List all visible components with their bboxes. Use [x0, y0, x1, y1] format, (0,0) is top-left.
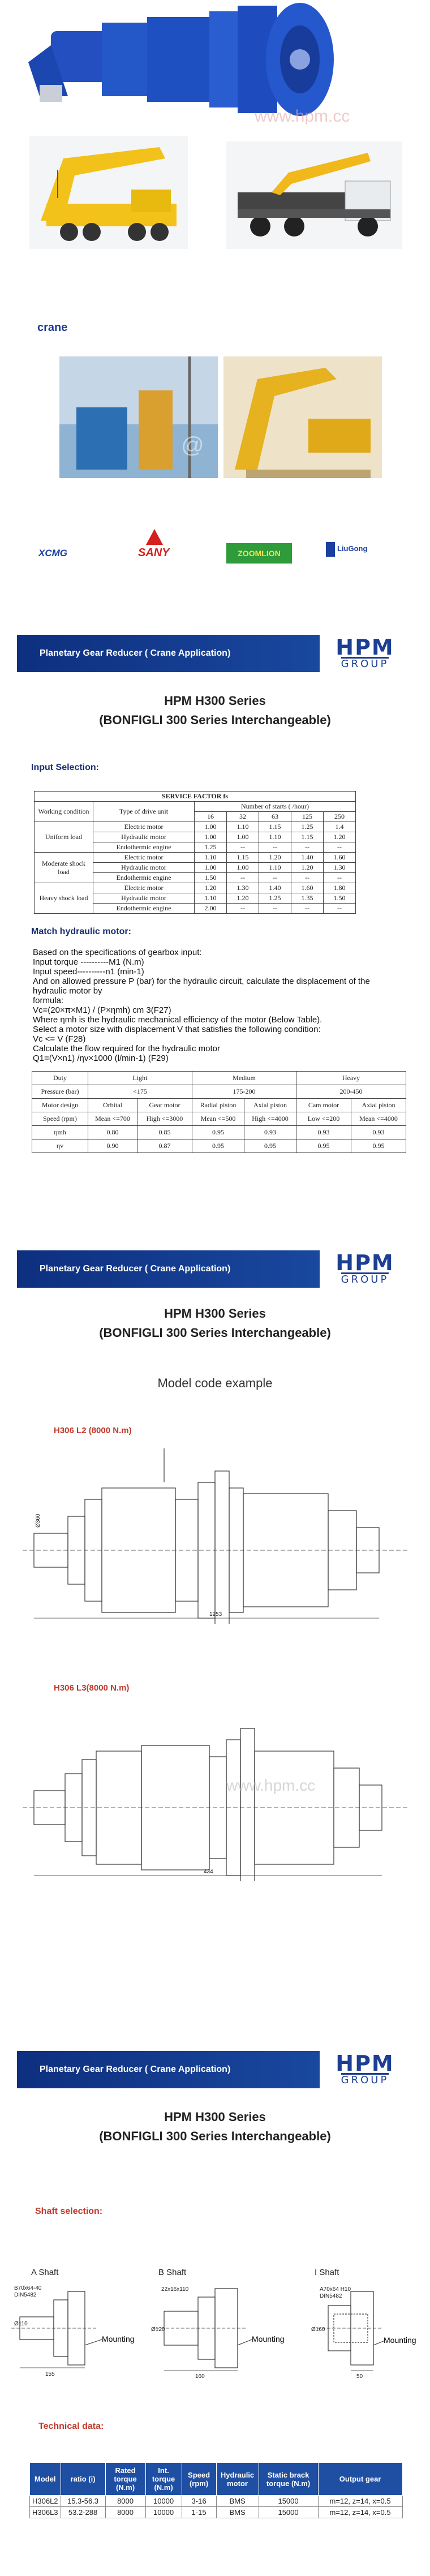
sf-type: Endothermic engine: [93, 873, 195, 883]
banner-title: Planetary Gear Reducer ( Crane Application): [40, 2065, 231, 2074]
hyd-line: Based on the specifications of gearbox input:: [33, 948, 202, 957]
sf-type: Endothermic engine: [93, 842, 195, 853]
sf-cell: 2.00: [195, 904, 227, 914]
series-title-1: [0, 691, 430, 730]
technical-data-table: [29, 2462, 403, 2518]
sf-cell: 1.00: [195, 832, 227, 842]
duty-cell: Heavy: [296, 1072, 406, 1085]
duty-cell: Motor design: [32, 1099, 88, 1112]
duty-cell: Light: [88, 1072, 192, 1085]
duty-cell: High <=3000: [137, 1112, 192, 1126]
duty-cell: Speed (rpm): [32, 1112, 88, 1126]
hyd-line: And on allowed pressure P (bar) for the hydraulic circuit, calculate the displacement of the: [33, 977, 370, 986]
tech-cell: 3-16: [182, 2496, 216, 2507]
hyd-line: Calculate the flow required for the hydraulic motor: [33, 1044, 220, 1053]
shaft-a-drawing: [11, 2283, 147, 2379]
svg-text:Ø360: Ø360: [35, 1513, 41, 1528]
sf-type: Endothermic engine: [93, 904, 195, 914]
duty-cell: Radial piston: [192, 1099, 244, 1112]
shaft-i-dim: A70x64 H10: [320, 2286, 351, 2293]
duty-cell: ηv: [32, 1139, 88, 1153]
tech-cell: H306L2: [30, 2496, 61, 2507]
gearbox-drawing-h306-l3: [23, 1706, 407, 1881]
sf-cell: 1.20: [227, 893, 259, 904]
tech-header: Rated torque (N.m): [105, 2463, 145, 2496]
series-line-2: (BONFIGLI 300 Series Interchangeable): [99, 713, 331, 727]
sf-cell: 1.50: [324, 893, 356, 904]
tech-cell: 53.2-288: [61, 2507, 105, 2518]
watermark-text: www.hpm.cc: [255, 107, 350, 124]
series-line-1: HPM H300 Series: [164, 1306, 266, 1321]
shaft-i-label: I Shaft: [315, 2268, 339, 2277]
hydraulic-motor-title: Match hydraulic motor:: [31, 927, 131, 936]
sf-cell: 1.20: [291, 863, 324, 873]
sf-type: Electric motor: [93, 853, 195, 863]
hpm-group-logo: [320, 635, 410, 672]
tech-header: Static brack torque (N.m): [259, 2463, 318, 2496]
sf-cell: --: [291, 873, 324, 883]
banner-title: Planetary Gear Reducer ( Crane Application): [40, 648, 231, 658]
duty-cell: 0.95: [244, 1139, 296, 1153]
sf-cell: 1.20: [259, 853, 291, 863]
input-selection-title: Input Selection:: [31, 763, 99, 772]
logo-group: GROUP: [341, 657, 389, 670]
sf-cell: 1.80: [324, 883, 356, 893]
sany-logo-icon: [146, 529, 163, 545]
table-row: [30, 2496, 403, 2507]
shaft-i-dim: 50: [356, 2373, 363, 2379]
tech-header: Speed (rpm): [182, 2463, 216, 2496]
sf-col-starts: Number of starts ( /hour): [195, 802, 356, 812]
duty-cell: 0.95: [351, 1139, 406, 1153]
sf-cond: Uniform load: [35, 822, 93, 853]
drawing-1-label: H306 L2 (8000 N.m): [54, 1426, 132, 1435]
shaft-i-dim: Ø160: [311, 2326, 325, 2333]
sf-cell: 1.00: [227, 832, 259, 842]
sf-cell: --: [324, 904, 356, 914]
sf-start-125: 125: [291, 812, 324, 822]
series-line-2: (BONFIGLI 300 Series Interchangeable): [99, 1326, 331, 1340]
sf-cell: 1.10: [259, 832, 291, 842]
gearbox-drawing-h306-l2: [23, 1448, 407, 1624]
shaft-a-dim: 155: [45, 2371, 55, 2377]
sf-cell: 1.15: [227, 853, 259, 863]
tech-cell: 15000: [259, 2507, 318, 2518]
shaft-b-label: B Shaft: [158, 2268, 187, 2277]
tech-cell: 1-15: [182, 2507, 216, 2518]
sf-cell: --: [259, 873, 291, 883]
sf-row: [35, 883, 356, 893]
duty-cell: 0.93: [244, 1126, 296, 1139]
hyd-line: formula:: [33, 996, 64, 1005]
sf-cell: 1.10: [227, 822, 259, 832]
sf-cell: 1.40: [259, 883, 291, 893]
logo-hpm: HPM: [336, 1250, 394, 1275]
duty-cell: 175-200: [192, 1085, 296, 1099]
duty-cell: Low <=200: [296, 1112, 351, 1126]
gearbox-hero-image: [17, 0, 402, 124]
shaft-a-dim: DIN5482: [14, 2292, 37, 2298]
duty-cell: 0.95: [296, 1139, 351, 1153]
duty-cell: 0.87: [137, 1139, 192, 1153]
sf-cell: 1.25: [259, 893, 291, 904]
duty-cell: 0.90: [88, 1139, 137, 1153]
logo-group: GROUP: [341, 2074, 389, 2086]
sf-cell: 1.50: [195, 873, 227, 883]
brand-logo-xcmg: XCMG: [38, 548, 67, 558]
sf-cell: 1.00: [227, 863, 259, 873]
duty-cell: Cam motor: [296, 1099, 351, 1112]
tech-cell: BMS: [216, 2496, 259, 2507]
sf-cell: --: [227, 904, 259, 914]
series-title-3: [0, 2108, 430, 2146]
sf-cell: --: [227, 842, 259, 853]
sf-type: Hydraulic motor: [93, 893, 195, 904]
sf-cell: --: [259, 842, 291, 853]
technical-data-title: Technical data:: [38, 2422, 104, 2431]
sf-cell: --: [259, 904, 291, 914]
shaft-b-mounting: Mounting: [252, 2334, 285, 2343]
brand-logo-sany: SANY: [138, 547, 170, 559]
tech-header: Model: [30, 2463, 61, 2496]
duty-cell: Orbital: [88, 1099, 137, 1112]
sf-cell: --: [291, 904, 324, 914]
tech-cell: m=12, z=14, x=0.5: [318, 2507, 402, 2518]
sf-cond: Heavy shock load: [35, 883, 93, 914]
duty-cell: 0.93: [296, 1126, 351, 1139]
duty-cell: Gear motor: [137, 1099, 192, 1112]
section-banner-1: [17, 635, 410, 672]
sf-cell: --: [291, 842, 324, 853]
sf-cell: --: [324, 873, 356, 883]
drawing-2-label: H306 L3(8000 N.m): [54, 1683, 130, 1693]
sf-cell: 1.20: [195, 883, 227, 893]
sf-row: [35, 822, 356, 832]
tech-cell: 10000: [145, 2496, 182, 2507]
tech-cell: 8000: [105, 2496, 145, 2507]
drawing-2-total-dim: 434: [204, 1869, 213, 1875]
sf-start-32: 32: [227, 812, 259, 822]
sf-cell: 1.25: [195, 842, 227, 853]
drawing-1-total-dim: 1253: [209, 1611, 222, 1618]
hpm-group-logo: [320, 1250, 410, 1288]
sf-start-16: 16: [195, 812, 227, 822]
sf-cell: --: [227, 873, 259, 883]
hyd-line: Input speed----------n1 (min-1): [33, 967, 144, 977]
tech-header: Int. torque (N.m): [145, 2463, 182, 2496]
duty-cell: Axial piston: [244, 1099, 296, 1112]
tech-header: Hydraulic motor: [216, 2463, 259, 2496]
sf-type: Hydraulic motor: [93, 832, 195, 842]
duty-efficiency-table: [32, 1071, 406, 1153]
logo-group: GROUP: [341, 1273, 389, 1285]
hyd-line: Vc=(20×π×M1) / (P×ηmh) cm 3(F27): [33, 1005, 171, 1015]
duty-cell: Duty: [32, 1072, 88, 1085]
sf-cell: 1.20: [324, 832, 356, 842]
duty-cell: 0.95: [192, 1126, 244, 1139]
hyd-line: Q1=(V×n1) /ηv×1000 (l/min-1) (F29): [33, 1053, 169, 1063]
brand-logo-zoomlion: ZOOMLION: [226, 543, 292, 564]
series-title-2: [0, 1304, 430, 1343]
section-banner-2: [17, 1250, 410, 1288]
shaft-b-dim: 22x16x110: [161, 2286, 189, 2293]
duty-cell: 0.93: [351, 1126, 406, 1139]
sf-start-250: 250: [324, 812, 356, 822]
sf-start-63: 63: [259, 812, 291, 822]
crane-detail-image-2: [223, 356, 382, 478]
sf-cell: 1.60: [324, 853, 356, 863]
shaft-i-mounting: Mounting: [384, 2336, 416, 2345]
tech-header: ratio (i): [61, 2463, 105, 2496]
sf-cell: 1.60: [291, 883, 324, 893]
sf-cell: 1.40: [291, 853, 324, 863]
hyd-line: Where ηmh is the hydraulic mechanical efficiency of the motor (Below Table).: [33, 1015, 322, 1025]
sf-cell: 1.25: [291, 822, 324, 832]
duty-cell: Mean <=500: [192, 1112, 244, 1126]
duty-cell: Pressure (bar): [32, 1085, 88, 1099]
sf-type: Electric motor: [93, 822, 195, 832]
duty-cell: 0.95: [192, 1139, 244, 1153]
shaft-i-dim: DIN5482: [320, 2293, 342, 2299]
sf-type: Electric motor: [93, 883, 195, 893]
series-line-2: (BONFIGLI 300 Series Interchangeable): [99, 2129, 331, 2143]
duty-cell: ηmh: [32, 1126, 88, 1139]
sf-cell: 1.30: [324, 863, 356, 873]
brand-logo-liugong: LiuGong: [337, 544, 368, 553]
logo-hpm: HPM: [336, 2050, 394, 2076]
sf-cell: --: [324, 842, 356, 853]
crane-truck-image-1: [29, 136, 188, 249]
sf-type: Hydraulic motor: [93, 863, 195, 873]
tech-header: Output gear: [318, 2463, 402, 2496]
duty-cell: 0.80: [88, 1126, 137, 1139]
tech-cell: 10000: [145, 2507, 182, 2518]
sf-cell: 1.15: [291, 832, 324, 842]
duty-cell: Mean <=4000: [351, 1112, 406, 1126]
series-line-1: HPM H300 Series: [164, 2110, 266, 2124]
section-banner-3: [17, 2051, 410, 2088]
sf-cell: 1.30: [227, 883, 259, 893]
tech-cell: 15000: [259, 2496, 318, 2507]
shaft-i-drawing: [289, 2283, 422, 2379]
shaft-a-dim: B70x64-40: [14, 2285, 42, 2291]
duty-cell: High <=4000: [244, 1112, 296, 1126]
sf-cell: 1.10: [259, 863, 291, 873]
hpm-group-logo: [320, 2051, 410, 2088]
tech-cell: BMS: [216, 2507, 259, 2518]
sf-cell: 1.00: [195, 822, 227, 832]
shaft-a-dim: Ø110: [14, 2321, 28, 2327]
shaft-selection-title: Shaft selection:: [35, 2207, 103, 2216]
crane-truck-image-2: [226, 141, 402, 249]
duty-cell: Axial piston: [351, 1099, 406, 1112]
hyd-line: Vc <= V (F28): [33, 1034, 86, 1044]
series-line-1: HPM H300 Series: [164, 694, 266, 708]
sf-cell: 1.35: [291, 893, 324, 904]
duty-cell: Medium: [192, 1072, 296, 1085]
hyd-line: Select a motor size with displacement V that satisfies the following condition:: [33, 1025, 321, 1034]
sf-row: [35, 853, 356, 863]
sf-col-working: Working condition: [35, 802, 93, 822]
shaft-b-drawing: [150, 2283, 291, 2379]
shaft-a-label: A Shaft: [31, 2268, 59, 2277]
tech-cell: 8000: [105, 2507, 145, 2518]
logo-hpm: HPM: [336, 634, 394, 660]
sf-cell: 1.00: [195, 863, 227, 873]
tech-cell: m=12, z=14, x=0.5: [318, 2496, 402, 2507]
banner-title: Planetary Gear Reducer ( Crane Application): [40, 1264, 231, 1274]
sf-cell: 1.10: [195, 893, 227, 904]
tech-cell: 15.3-56.3: [61, 2496, 105, 2507]
duty-cell: Mean <=700: [88, 1112, 137, 1126]
service-factor-table: [34, 791, 356, 914]
shaft-b-dim: Ø120: [151, 2326, 165, 2333]
crane-photo-watermark: @: [181, 433, 204, 458]
hydraulic-formula-text: [33, 948, 418, 1063]
sf-cond: Moderate shock load: [35, 853, 93, 883]
section-crane-caption: crane: [37, 321, 68, 334]
drawing-watermark: www.hpm.cc: [226, 1777, 316, 1794]
model-code-title: Model code example: [157, 1376, 273, 1390]
hyd-line: hydraulic motor by: [33, 986, 102, 996]
sf-cell: 1.15: [259, 822, 291, 832]
sf-col-type: Type of drive unit: [93, 802, 195, 822]
duty-cell: <175: [88, 1085, 192, 1099]
tech-cell: H306L3: [30, 2507, 61, 2518]
duty-cell: 0.85: [137, 1126, 192, 1139]
sf-cell: 1.4: [324, 822, 356, 832]
shaft-a-mounting: Mounting: [102, 2334, 135, 2343]
sf-table-title: SERVICE FACTOR fs: [35, 792, 356, 802]
table-row: [30, 2507, 403, 2518]
shaft-b-dim: 160: [195, 2373, 205, 2379]
duty-cell: 200-450: [296, 1085, 406, 1099]
sf-cell: 1.10: [195, 853, 227, 863]
liugong-logo-icon: [326, 542, 335, 557]
crane-detail-image-1: [59, 356, 218, 478]
hyd-line: Input torque ----------M1 (N.m): [33, 957, 144, 967]
